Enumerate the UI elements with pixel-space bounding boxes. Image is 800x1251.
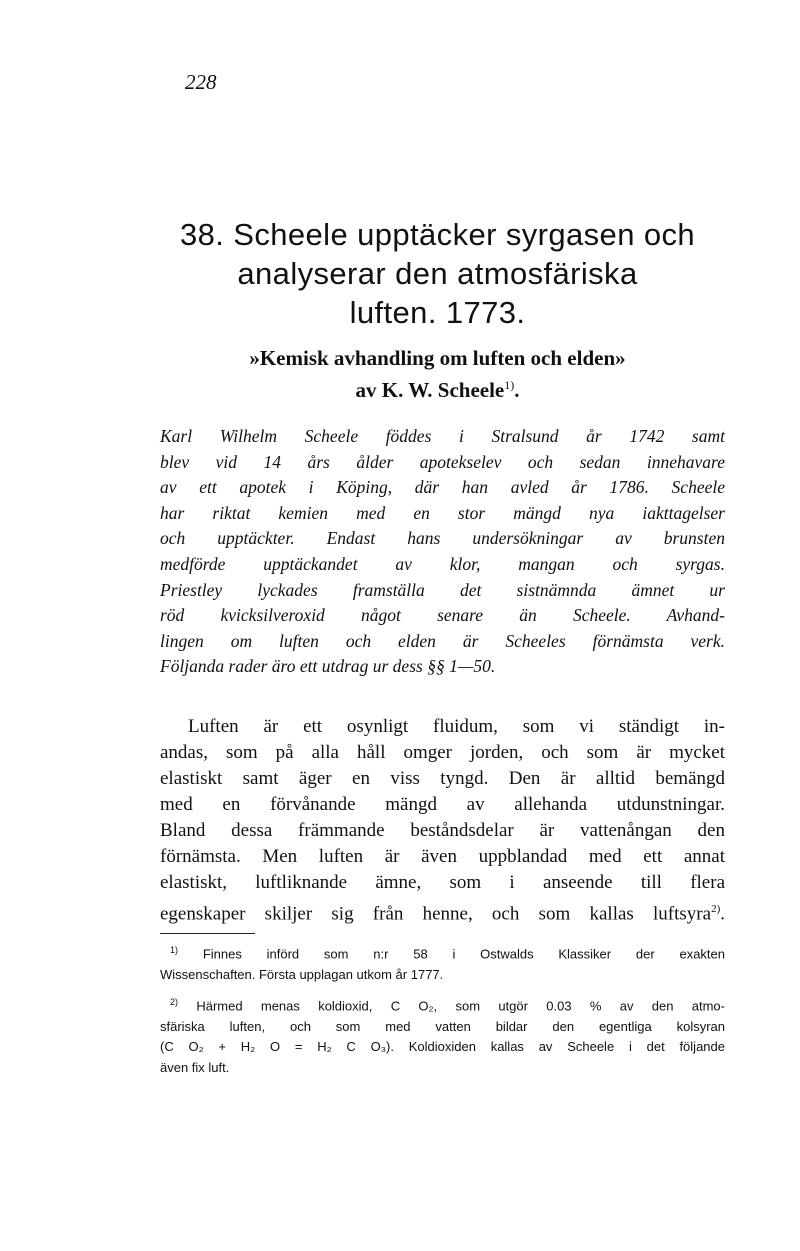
- intro-line: lingen om luften och elden är Scheeles förnämsta verk.: [160, 630, 725, 651]
- intro-line: röd kvicksilveroxid något senare än Scheele. Avhand-: [160, 605, 725, 626]
- body-last-text: egenskaper skiljer sig från henne, och som kallas luftsyra: [160, 903, 712, 925]
- intro-line: Karl Wilhelm Scheele föddes i Stralsund år 1742 samt: [160, 426, 725, 446]
- footnote-1-marker: 1): [170, 945, 179, 955]
- source-subtitle: [150, 345, 725, 404]
- footnote-2-marker: 2): [170, 996, 179, 1007]
- body-line: förnämsta. Men luften är även uppblandad med ett annat: [160, 846, 725, 867]
- body-paragraph: [160, 714, 725, 927]
- intro-line: har riktat kemien med en stor mängd nya iakttagelser: [160, 502, 725, 523]
- body-line: andas, som på alla håll omger jorden, och som är mycket: [160, 742, 725, 763]
- chapter-title-line: analyserar den atmosfäriska: [237, 256, 638, 291]
- chapter-title-line: luften. 1773.: [349, 295, 526, 330]
- body-line: elastiskt samt äger en viss tyngd. Den är alltid bemängd: [160, 768, 725, 789]
- footnote-2-text: Härmed menas koldioxid, C O₂, som utgör 0.03 % av den atmo-: [196, 998, 725, 1014]
- intro-line: Priestley lyckades framställa det sistnämnda ämnet ur: [160, 579, 725, 600]
- intro-line: medförde upptäckandet av klor, mangan och syrgas.: [160, 553, 725, 574]
- footnote-2-line: (C O₂ + H₂ O = H₂ C O₃). Koldioxiden kallas av Scheele i det följande: [160, 1039, 725, 1055]
- body-line: elastiskt, luftliknande ämne, som i anseende till flera: [160, 872, 725, 893]
- intro-paragraph: [160, 424, 725, 680]
- body-last-end: .: [720, 903, 725, 925]
- footnote-1: [160, 940, 725, 965]
- intro-line: av ett apotek i Köping, där han avled år 1786. Scheele: [160, 477, 725, 498]
- footnote-ref-2: 2): [711, 903, 721, 915]
- body-line: Luften är ett osynligt fluidum, som vi ständigt in-: [188, 716, 725, 737]
- footnote-2: [160, 992, 725, 1017]
- body-line: med en förvånande mängd av allehanda utdunstningar.: [160, 794, 725, 815]
- footnotes: [160, 940, 725, 1079]
- body-line: [160, 896, 725, 927]
- intro-line: blev vid 14 års ålder apotekselev och sedan innehavare: [160, 451, 725, 472]
- body-line: Bland dessa främmande beståndsdelar är vattenångan den: [160, 820, 725, 841]
- chapter-title-line: 38. Scheele upptäcker syrgasen och: [179, 217, 696, 252]
- source-author: av K. W. Scheele: [355, 378, 505, 402]
- source-title-line: »Kemisk avhandling om luften och elden»: [249, 346, 626, 370]
- footnote-ref-1: 1): [504, 378, 515, 392]
- footnote-1-line: Wissenschaften. Första upplagan utkom år 1777.: [160, 967, 444, 983]
- chapter-title: [150, 215, 725, 332]
- footnote-2-line: sfäriska luften, och som med vatten bildar den egentliga kolsyran: [160, 1018, 725, 1034]
- footnote-divider: [160, 933, 255, 934]
- source-author-end: .: [514, 378, 520, 402]
- footnote-2-line: även fix luft.: [160, 1060, 230, 1076]
- footnote-1-text: Finnes införd som n:r 58 i Ostwalds Klassiker der exakten: [202, 946, 725, 962]
- intro-line: Följanda rader äro ett utdrag ur dess §§ 1—50.: [160, 656, 496, 677]
- source-author-line: [150, 372, 725, 404]
- page-number: 228: [185, 70, 217, 94]
- intro-line: och upptäckter. Endast hans undersökningar av brunsten: [160, 528, 725, 549]
